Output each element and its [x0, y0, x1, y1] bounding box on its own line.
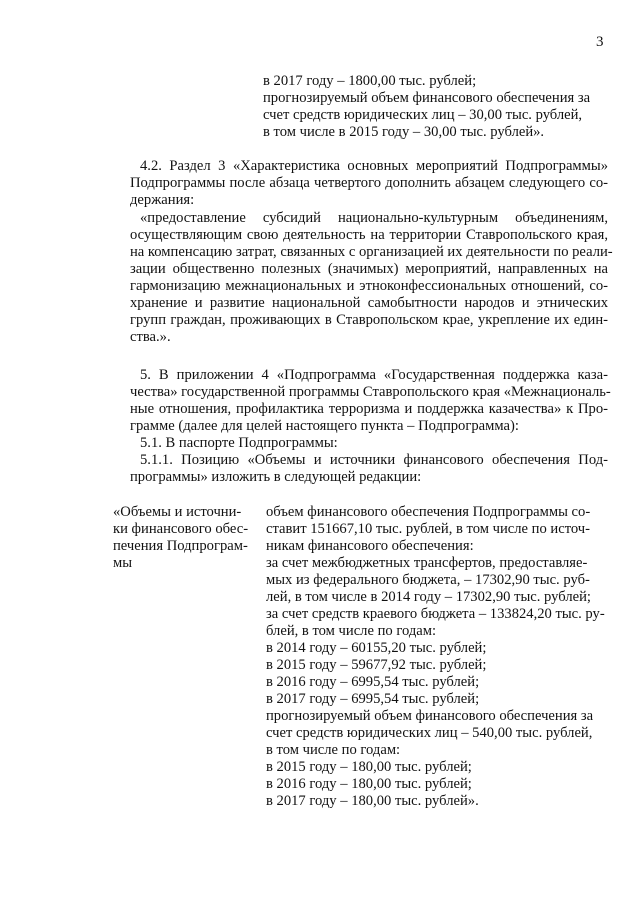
table-right-line: ставит 151667,10 тыс. рублей, в том числе по источ-: [266, 521, 591, 537]
table-right-line: прогнозируемый объем финансового обеспечения за: [266, 708, 594, 724]
paragraph-5-1-text: 5.1. В паспорте Подпрограммы:: [140, 435, 338, 451]
table-left-line: мы: [113, 555, 133, 571]
paragraph-5-1-1: [130, 452, 608, 486]
passport-table-value-cell: [266, 504, 606, 810]
para-quote-line: на компенсацию затрат, связанных с организацией их деятельности по реали-: [130, 244, 613, 260]
para-5-line: 5. В приложении 4 «Подпрограмма «Государственная поддержка каза-: [140, 367, 608, 383]
top-block-line: в 2017 году – 1800,00 тыс. рублей;: [263, 73, 477, 89]
top-block-line: в том числе в 2015 году – 30,00 тыс. рублей».: [263, 124, 545, 140]
para-5-line: ные отношения, профилактика терроризма и поддержка казачества» к Про-: [130, 401, 608, 417]
para-4-2-line: держания:: [130, 192, 195, 208]
table-left-line: «Объемы и источни-: [113, 504, 242, 520]
para-quote-line: «предоставление субсидий национально-культурным объединениям,: [140, 210, 608, 226]
table-right-line: мых из федерального бюджета, – 17302,90 тыс. руб-: [266, 572, 590, 588]
passport-table-label-cell: [113, 504, 259, 572]
para-quote-line: осуществляющим свою деятельность на территории Ставропольского края,: [130, 227, 608, 243]
para-quote-line: гармонизацию межнациональных и этноконфессиональных отношений, со-: [130, 278, 608, 294]
paragraph-5-1: [140, 435, 608, 452]
table-right-line: в 2016 году – 6995,54 тыс. рублей;: [266, 674, 480, 690]
table-right-line: в 2017 году – 180,00 тыс. рублей».: [266, 793, 479, 809]
top-block-line: прогнозируемый объем финансового обеспечения за: [263, 90, 591, 106]
table-left-line: ки финансового обес-: [113, 521, 249, 537]
table-right-line: счет средств юридических лиц – 540,00 тыс. рублей,: [266, 725, 593, 741]
table-right-line: в 2016 году – 180,00 тыс. рублей;: [266, 776, 472, 792]
para-quote-line: зации общественно полезных (значимых) мероприятий, направленных на: [130, 261, 608, 277]
funding-continuation-block: [263, 73, 603, 141]
table-right-line: в 2014 году – 60155,20 тыс. рублей;: [266, 640, 487, 656]
table-right-line: никам финансового обеспечения:: [266, 538, 474, 554]
table-right-line: в 2015 году – 59677,92 тыс. рублей;: [266, 657, 487, 673]
para-quote-line: хранение и развитие национальной самобытности народов и этнических: [130, 295, 608, 311]
table-right-line: в 2015 году – 180,00 тыс. рублей;: [266, 759, 472, 775]
table-right-line: в 2017 году – 6995,54 тыс. рублей;: [266, 691, 480, 707]
para-quote-line: групп граждан, проживающих в Ставропольском крае, укрепление их един-: [130, 312, 608, 328]
para-5-1-1-line: программы» изложить в следующей редакции:: [130, 469, 422, 485]
table-right-line: за счет межбюджетных трансфертов, предоставляе-: [266, 555, 588, 571]
para-5-1-1-line: 5.1.1. Позицию «Объемы и источники финансового обеспечения Под-: [140, 452, 608, 468]
para-5-line: чества» государственной программы Ставропольского края «Межнациональ-: [130, 384, 611, 400]
table-right-line: объем финансового обеспечения Подпрограммы со-: [266, 504, 591, 520]
table-left-line: печения Подпрограм-: [113, 538, 248, 554]
paragraph-4-2: [130, 158, 608, 209]
para-4-2-line: 4.2. Раздел 3 «Характеристика основных мероприятий Подпрограммы»: [140, 158, 608, 174]
top-block-line: счет средств юридических лиц – 30,00 тыс. рублей,: [263, 107, 583, 123]
paragraph-5: [130, 367, 611, 435]
para-5-line: грамме (далее для целей настоящего пункта – Подпрограмма):: [130, 418, 519, 434]
para-quote-line: ства.».: [130, 329, 171, 345]
inserted-paragraph-quote: [130, 210, 613, 346]
table-right-line: в том числе по годам:: [266, 742, 401, 758]
table-right-line: блей, в том числе по годам:: [266, 623, 437, 639]
para-4-2-line: Подпрограммы после абзаца четвертого дополнить абзацем следующего со-: [130, 175, 608, 191]
page-number: 3: [596, 34, 604, 50]
table-right-line: лей, в том числе в 2014 году – 17302,90 тыс. рублей;: [266, 589, 591, 605]
table-right-line: за счет средств краевого бюджета – 133824,20 тыс. ру-: [266, 606, 605, 622]
